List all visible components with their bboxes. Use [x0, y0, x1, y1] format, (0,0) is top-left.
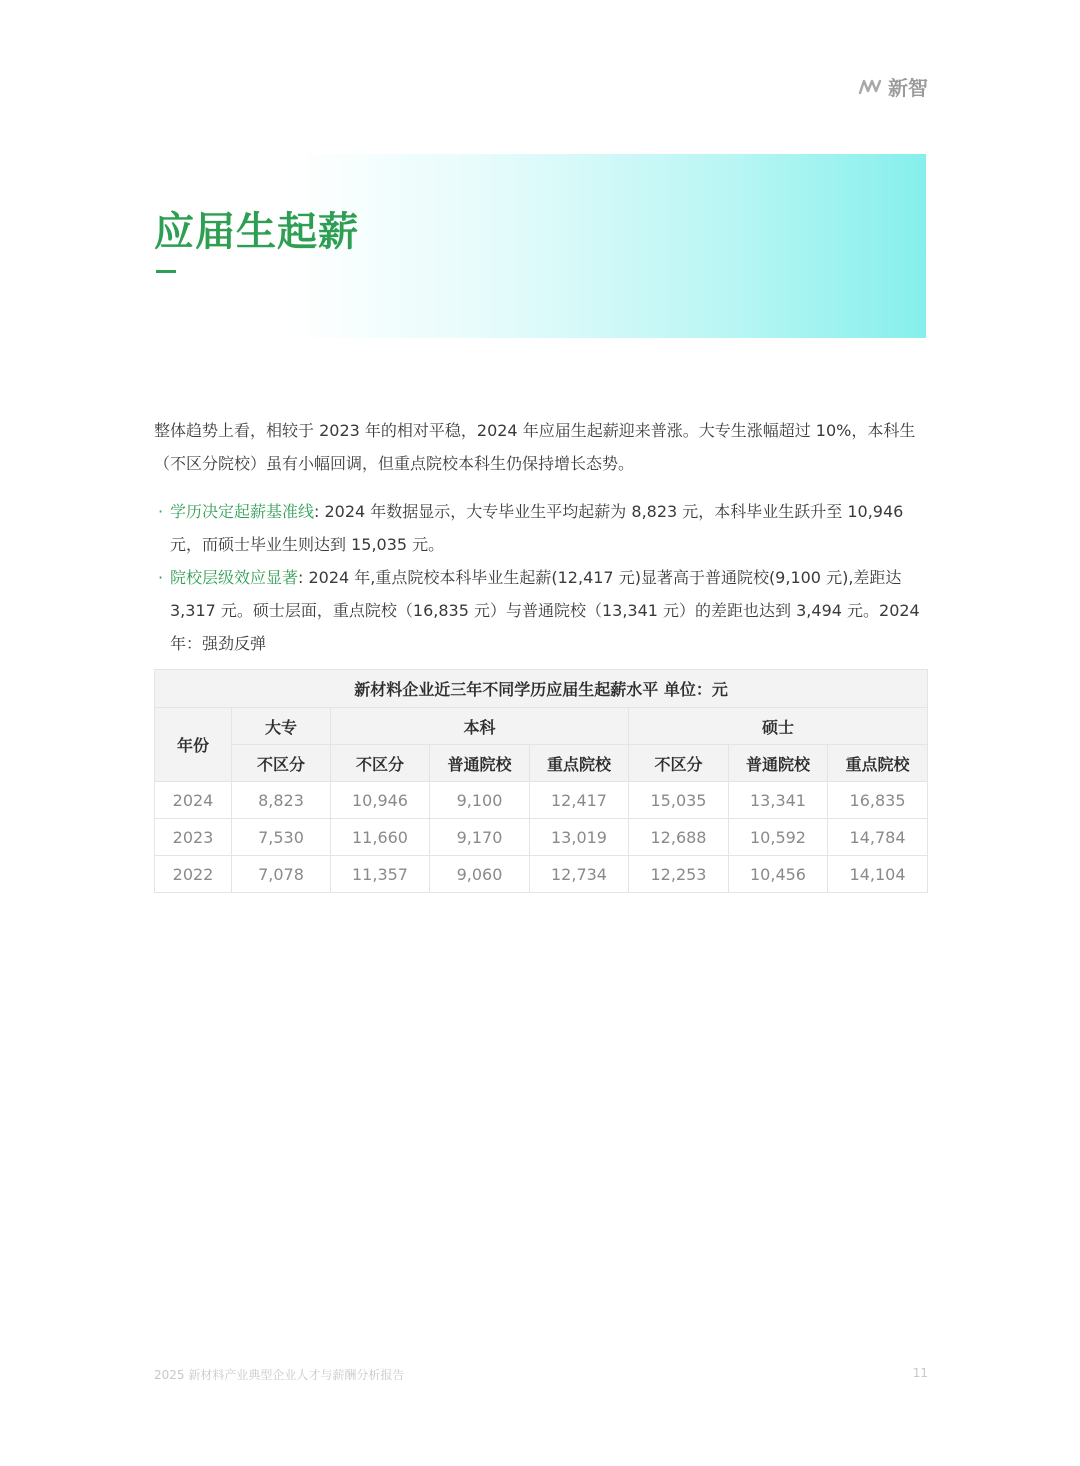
table-row	[155, 782, 928, 819]
table-cell: 10,592	[729, 819, 828, 856]
subheader-cell: 重点院校	[828, 745, 928, 782]
bullet-marker: ·	[158, 502, 164, 521]
table-cell: 8,823	[232, 782, 331, 819]
table-cell: 11,660	[331, 819, 430, 856]
footer-report-title: 2025 新材料产业典型企业人才与薪酬分析报告	[154, 1368, 405, 1382]
subheader-cell: 不区分	[629, 745, 729, 782]
group-header-master: 硕士	[629, 708, 928, 745]
subheader-cell: 普通院校	[430, 745, 530, 782]
finding-item	[154, 561, 930, 660]
finding-item	[154, 495, 930, 561]
table-cell: 12,253	[629, 856, 729, 893]
wave-logo-icon	[858, 77, 882, 97]
finding-text: : 2024 年,重点院校本科毕业生起薪(12,417 元)显著高于普通院校(9,100 元),差距达 3,317 元。硕士层面，重点院校（16,835 元）与普通院校（13,341 元）的差距也达到 3,494 元。2024 年：强劲反弹	[170, 568, 920, 653]
subheader-cell: 不区分	[331, 745, 430, 782]
table-cell: 9,170	[430, 819, 530, 856]
table-cell: 9,060	[430, 856, 530, 893]
finding-key: 院校层级效应显著	[170, 568, 299, 587]
table-cell: 13,019	[530, 819, 629, 856]
table-caption: 新材料企业近三年不同学历应届生起薪水平 单位：元	[155, 670, 928, 708]
table-cell: 12,688	[629, 819, 729, 856]
table-cell: 7,530	[232, 819, 331, 856]
table-cell: 11,357	[331, 856, 430, 893]
table-cell: 9,100	[430, 782, 530, 819]
salary-table	[154, 669, 928, 893]
finding-text: : 2024 年数据显示，大专毕业生平均起薪为 8,823 元，本科毕业生跃升至 10,946 元，而硕士毕业生则达到 15,035 元。	[170, 502, 904, 554]
year-header: 年份	[155, 708, 232, 782]
table-cell: 12,417	[530, 782, 629, 819]
table-cell: 15,035	[629, 782, 729, 819]
group-header-associate: 大专	[232, 708, 331, 745]
subheader-cell: 普通院校	[729, 745, 828, 782]
title-underline	[156, 270, 176, 273]
finding-key: 学历决定起薪基准线	[170, 502, 315, 521]
group-header-bachelor: 本科	[331, 708, 629, 745]
intro-paragraph: 整体趋势上看，相较于 2023 年的相对平稳，2024 年应届生起薪迎来普涨。大专生涨幅超过 10%，本科生（不区分院校）虽有小幅回调，但重点院校本科生仍保持增长态势。	[154, 421, 916, 473]
bullet-marker: ·	[158, 568, 164, 587]
table-cell: 10,946	[331, 782, 430, 819]
table-cell: 16,835	[828, 782, 928, 819]
table-row	[155, 819, 928, 856]
table-cell: 14,784	[828, 819, 928, 856]
page-title: 应届生起薪	[154, 209, 359, 255]
table-cell: 7,078	[232, 856, 331, 893]
salary-table-container	[154, 669, 927, 893]
table-cell: 14,104	[828, 856, 928, 893]
page-number: 11	[912, 1366, 928, 1380]
table-cell: 2022	[155, 856, 232, 893]
table-cell: 2023	[155, 819, 232, 856]
brand-logo	[858, 72, 928, 101]
table-cell: 2024	[155, 782, 232, 819]
subheader-cell: 重点院校	[530, 745, 629, 782]
brand-name: 新智	[888, 76, 928, 100]
table-cell: 10,456	[729, 856, 828, 893]
key-findings-list	[154, 495, 930, 660]
table-cell: 12,734	[530, 856, 629, 893]
table-row	[155, 856, 928, 893]
table-cell: 13,341	[729, 782, 828, 819]
subheader-cell: 不区分	[232, 745, 331, 782]
